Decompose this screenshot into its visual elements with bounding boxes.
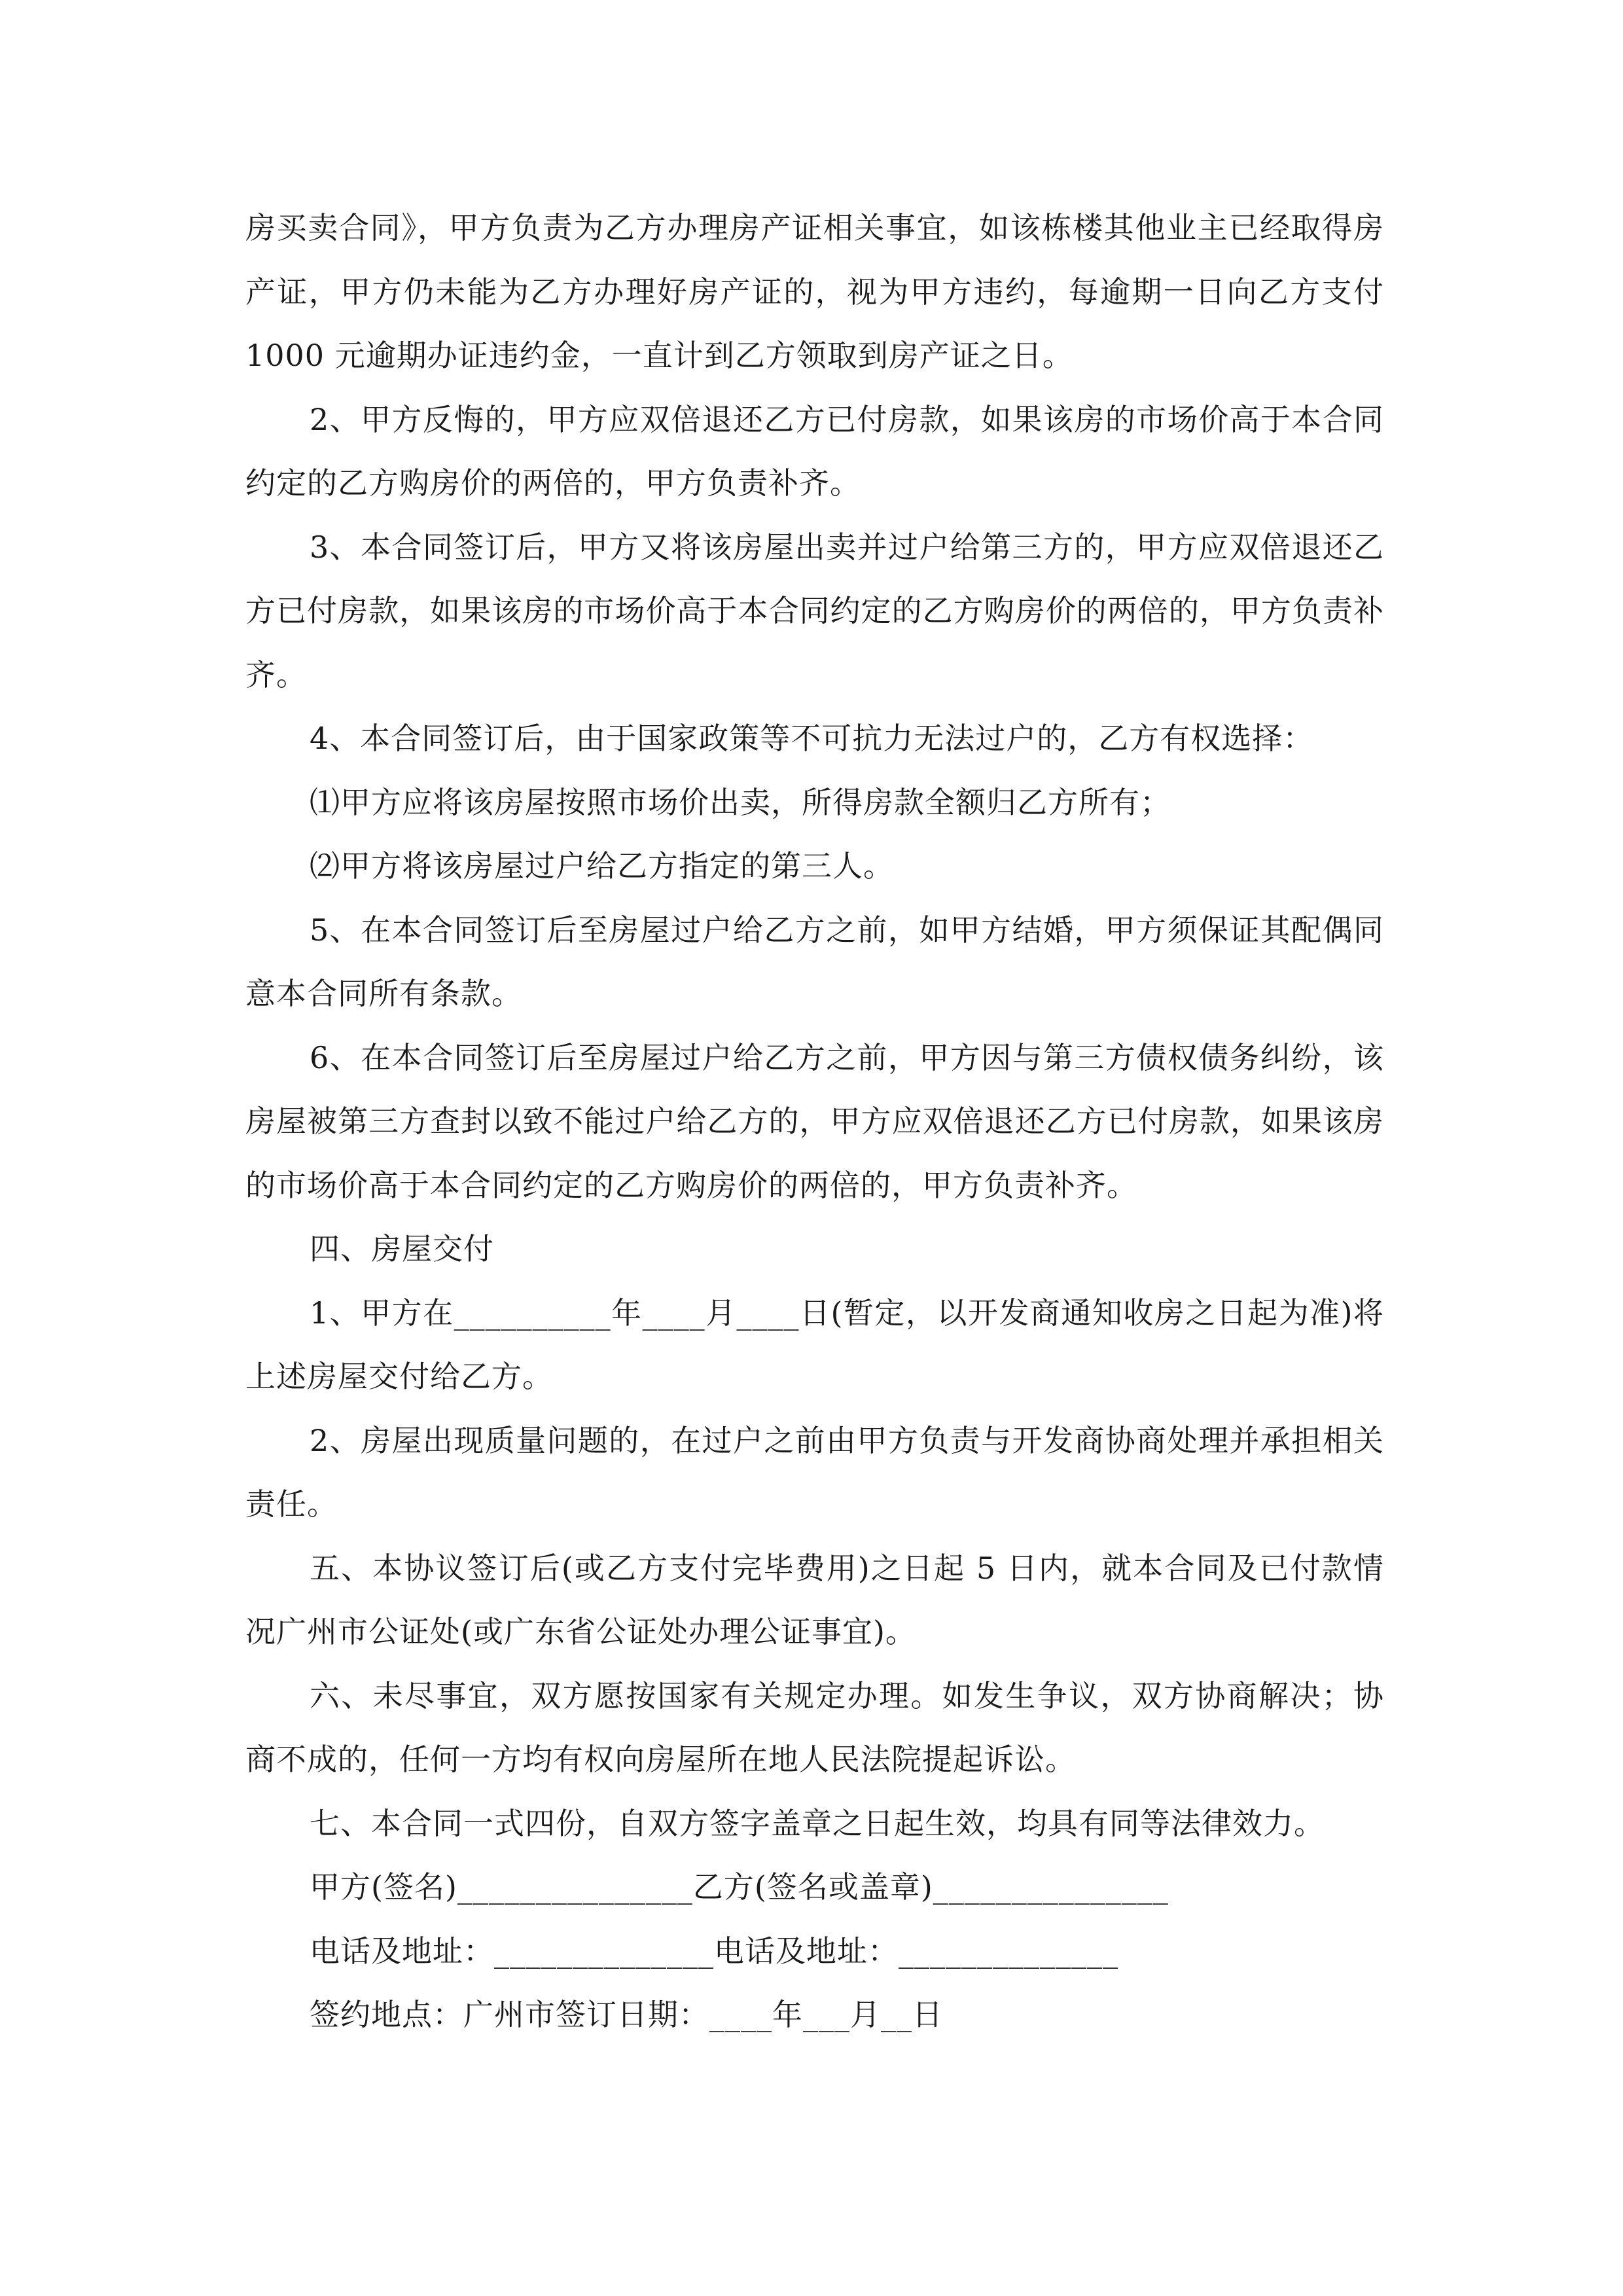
- delivery-clause-2: 2、房屋出现质量问题的，在过户之前由甲方负责与开发商协商处理并承担相关责任。: [245, 1422, 1384, 1522]
- clause-4-item-1: ⑴甲方应将该房屋按照市场价出卖，所得房款全额归乙方所有；: [310, 784, 1171, 820]
- section-seven: 七、本合同一式四份，自双方签字盖章之日起生效，均具有同等法律效力。: [310, 1805, 1325, 1841]
- clause-3: 3、本合同签订后，甲方又将该房屋出卖并过户给第三方的，甲方应双倍退还乙方已付房款，如果该房的市场价高于本合同约定的乙方购房价的两倍的，甲方负责补齐。: [245, 529, 1384, 692]
- section-heading-delivery: 四、房屋交付: [310, 1231, 494, 1266]
- clause-2: 2、甲方反悔的，甲方应双倍退还乙方已付房款，如果该房的市场价高于本合同约定的乙方购房价的两倍的，甲方负责补齐。: [245, 401, 1384, 501]
- clause-4-item-2: ⑵甲方将该房屋过户给乙方指定的第三人。: [310, 848, 894, 884]
- clause-5: 5、在本合同签订后至房屋过户给乙方之前，如甲方结婚，甲方须保证其配偶同意本合同所有条款。: [245, 912, 1384, 1011]
- clause-6: 6、在本合同签订后至房屋过户给乙方之前，甲方因与第三方债权债务纠纷，该房屋被第三方查封以致不能过户给乙方的，甲方应双倍退还乙方已付房款，如果该房的市场价高于本合同约定的乙方购房价的两倍的，甲方负责补齐。: [245, 1039, 1384, 1203]
- paragraph-continuation: 房买卖合同》，甲方负责为乙方办理房产证相关事宜，如该栋楼其他业主已经取得房产证，甲方仍未能为乙方办理好房产证的，视为甲方违约，每逾期一日向乙方支付 1000 元逾期办证违约金，一直计到乙方领取到房产证之日。: [245, 210, 1395, 373]
- section-six: 六、未尽事宜，双方愿按国家有关规定办理。如发生争议，双方协商解决；协商不成的，任何一方均有权向房屋所在地人民法院提起诉讼。: [245, 1677, 1384, 1777]
- document-page: [245, 196, 1395, 2047]
- signature-line: 甲方(签名)_______________乙方(签名或盖章)_______________: [310, 1869, 1169, 1905]
- clause-4: 4、本合同签订后，由于国家政策等不可抗力无法过户的，乙方有权选择：: [310, 721, 1314, 756]
- delivery-clause-1: 1、甲方在__________年____月____日(暂定，以开发商通知收房之日起为准)将上述房屋交付给乙方。: [245, 1295, 1384, 1394]
- signing-place-date-line: 签约地点：广州市签订日期：____年___月__日: [310, 1997, 943, 2032]
- contact-line: 电话及地址：______________电话及地址：______________: [310, 1933, 1118, 1969]
- section-five: 五、本协议签订后(或乙方支付完毕费用)之日起 5 日内，就本合同及已付款情况广州市公证处(或广东省公证处办理公证事宜)。: [245, 1550, 1384, 1649]
